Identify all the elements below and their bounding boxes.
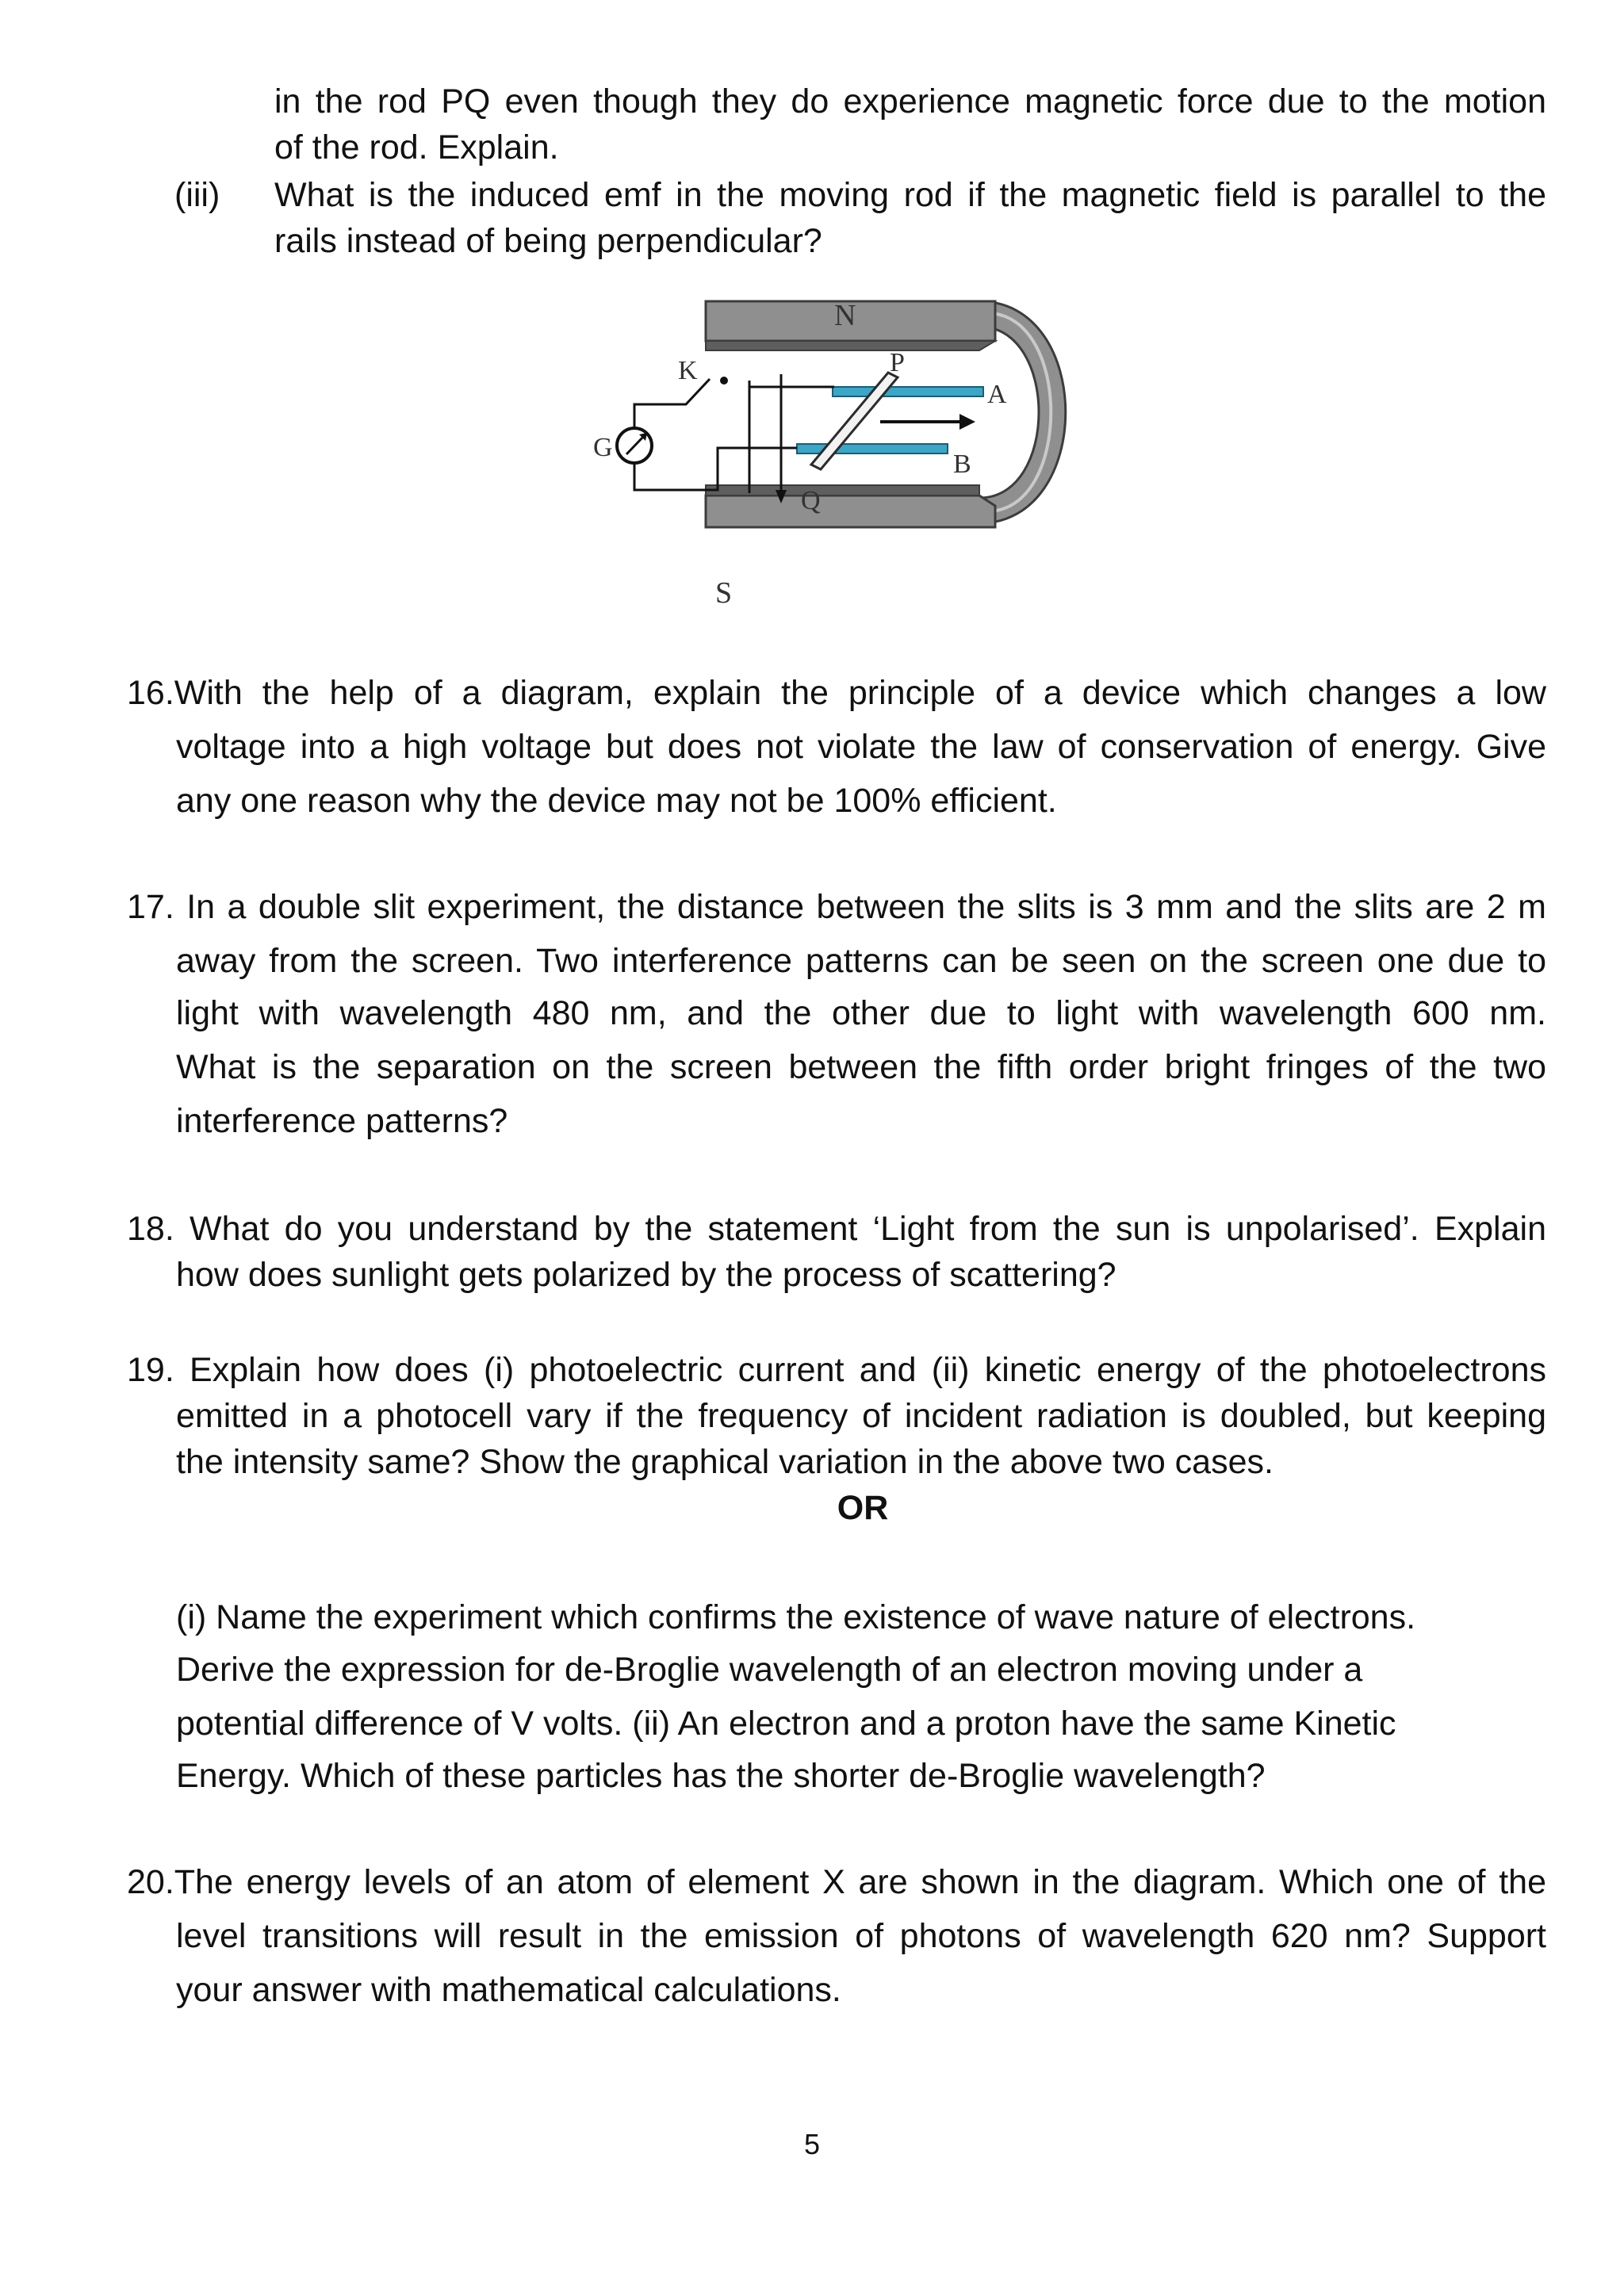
q17-line-5: interference patterns?: [176, 1102, 508, 1140]
label-q: Q: [801, 486, 821, 515]
q20-line-3: your answer with mathematical calculations.: [176, 1971, 841, 2009]
magnet-rails-figure: [539, 285, 1094, 626]
wire-bottom: [634, 448, 797, 490]
q18-line-2: how does sunlight gets polarized by the process of scattering?: [176, 1256, 1116, 1294]
magnet-south-pole-top: [706, 485, 979, 496]
q15-part-iii-line-1: What is the induced emf in the moving rod if the magnetic field is parallel to the: [274, 176, 1546, 214]
q20-line-2: level transitions will result in the emission of photons of wavelength 620 nm? Support: [176, 1917, 1546, 1955]
velocity-arrow-head: [959, 414, 975, 430]
rail-a: [833, 387, 983, 396]
q19-alt-line-4: Energy. Which of these particles has the shorter de-Broglie wavelength?: [176, 1757, 1266, 1795]
label-k: K: [678, 356, 698, 385]
q19-line-2: emitted in a photocell vary if the frequency of incident radiation is doubled, but keeping: [176, 1397, 1546, 1435]
q20-line-1: 20.The energy levels of an atom of element X are shown in the diagram. Which one of the: [127, 1863, 1546, 1901]
magnet-south-pole: [706, 496, 995, 527]
q16-line-1: 16.With the help of a diagram, explain the principle of a device which changes a low: [127, 674, 1546, 712]
label-s: S: [715, 576, 733, 610]
q19-alt-line-3: potential difference of V volts. (ii) An electron and a proton have the same Kinetic: [176, 1705, 1396, 1743]
q15-continuation-line-2: of the rod. Explain.: [274, 128, 559, 166]
label-a: A: [987, 380, 1007, 409]
q16-line-2: voltage into a high voltage but does not violate the law of conservation of energy. Give: [176, 728, 1546, 766]
q16-line-3: any one reason why the device may not be 100% efficient.: [176, 782, 1057, 820]
q17-line-3: light with wavelength 480 nm, and the other due to light with wavelength 600 nm.: [176, 994, 1546, 1032]
label-n: N: [834, 299, 856, 332]
magnet-north-pole-underside: [706, 341, 995, 350]
magnet-rails-diagram: [539, 285, 1094, 626]
rail-b: [797, 444, 948, 453]
q15-part-iii-line-2: rails instead of being perpendicular?: [274, 222, 822, 260]
q19-alt-line-2: Derive the expression for de-Broglie wavelength of an electron moving under a: [176, 1651, 1363, 1689]
wire-key: [634, 379, 710, 432]
label-g: G: [593, 433, 613, 462]
page-number: 5: [803, 2128, 821, 2160]
q15-continuation-line-1: in the rod PQ even though they do experience magnetic force due to the motion: [274, 82, 1546, 121]
wire-top: [749, 381, 834, 387]
q17-line-1: 17. In a double slit experiment, the distance between the slits is 3 mm and the slits are 2 m: [127, 888, 1546, 926]
label-p: P: [890, 348, 905, 377]
q15-part-iii-label: (iii): [174, 176, 220, 214]
q19-line-3: the intensity same? Show the graphical variation in the above two cases.: [176, 1443, 1274, 1481]
key-contact: [720, 377, 728, 385]
label-b: B: [953, 450, 971, 479]
q17-line-4: What is the separation on the screen between the fifth order bright fringes of the two: [176, 1048, 1546, 1086]
q17-line-2: away from the screen. Two interference patterns can be seen on the screen one due to: [176, 942, 1546, 980]
q19-alt-line-1: (i) Name the experiment which confirms the existence of wave nature of electrons.: [176, 1598, 1416, 1636]
q18-line-1: 18. What do you understand by the statement ‘Light from the sun is unpolarised’. Explain: [127, 1210, 1546, 1248]
q19-or-divider: OR: [837, 1489, 889, 1527]
q19-line-1: 19. Explain how does (i) photoelectric current and (ii) kinetic energy of the photoelectrons: [127, 1351, 1546, 1389]
